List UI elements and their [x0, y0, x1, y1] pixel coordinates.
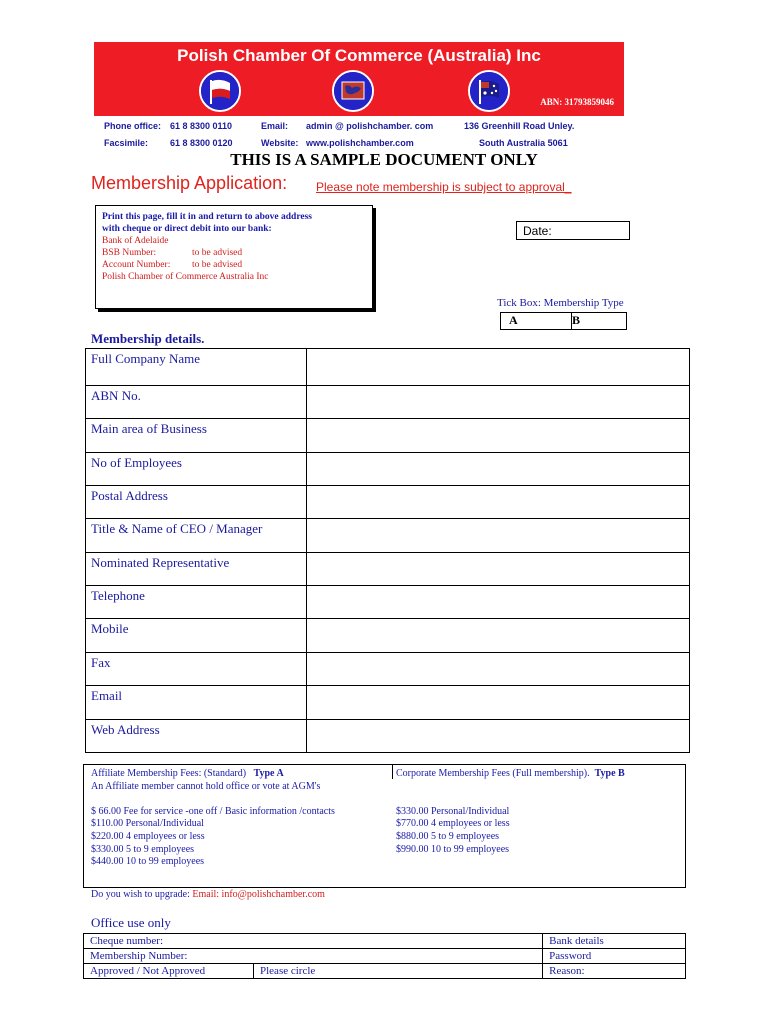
corporate-fee-list: [396, 806, 625, 856]
fax-value: 61 8 8300 0120: [170, 138, 233, 148]
affiliate-heading: Affiliate Membership Fees: (Standard): [91, 768, 247, 779]
date-field[interactable]: [516, 221, 630, 240]
details-row: [86, 386, 690, 419]
phone-value: 61 8 8300 0110: [170, 121, 233, 131]
details-row: [86, 519, 690, 553]
email-value[interactable]: admin @ polishchamber. com: [306, 121, 434, 131]
fee-item: $ 66.00 Fee for service -one off / Basic information /contacts: [91, 805, 335, 817]
details-row: [86, 486, 690, 519]
details-row-input[interactable]: [307, 453, 690, 486]
org-name: Polish Chamber Of Commerce (Australia) Inc: [177, 46, 541, 65]
website-label: Website:: [261, 138, 299, 148]
date-label: Date:: [523, 224, 552, 238]
details-row-input[interactable]: [307, 386, 690, 419]
corporate-type: Type B: [594, 768, 625, 779]
sample-notice: THIS IS A SAMPLE DOCUMENT ONLY: [230, 150, 538, 169]
details-row-label: Mobile: [86, 619, 307, 653]
type-b-option[interactable]: B: [572, 313, 581, 327]
details-row-label: ABN No.: [86, 386, 307, 419]
details-row-input[interactable]: [307, 619, 690, 653]
please-circle-label: Please circle: [254, 964, 543, 979]
details-row-input[interactable]: [307, 653, 690, 686]
details-row-input[interactable]: [307, 720, 690, 753]
header-banner: [94, 42, 624, 116]
abn-number: ABN: 31793859046: [540, 97, 614, 107]
membership-fees-box: [83, 764, 686, 888]
fee-item: $990.00 10 to 99 employees: [396, 843, 510, 855]
membership-details-table: [85, 348, 690, 753]
fees-divider: [392, 765, 393, 779]
office-row: [84, 934, 686, 949]
fee-item: $330.00 Personal/Individual: [396, 805, 510, 817]
application-title: Membership Application:: [91, 173, 288, 193]
details-row-input[interactable]: [307, 419, 690, 453]
website-value[interactable]: www.polishchamber.com: [306, 138, 414, 148]
fee-item: $440.00 10 to 99 employees: [91, 856, 205, 868]
details-row: [86, 720, 690, 753]
bank-instructions-box: [95, 205, 373, 309]
fee-item: $770.00 4 employees or less: [396, 818, 510, 830]
instructions-line1: Print this page, fill it in and return to above address: [102, 212, 312, 222]
details-row-label: Telephone: [86, 586, 307, 619]
details-row-label: Email: [86, 686, 307, 720]
account-label: Account Number:: [102, 260, 171, 270]
bsb-label: BSB Number:: [102, 248, 157, 258]
affiliate-note: An Affiliate member cannot hold office or vote at AGM's: [91, 780, 321, 792]
account-value: to be advised: [192, 260, 243, 270]
corporate-fees: [396, 768, 625, 856]
upgrade-line: [91, 889, 325, 900]
details-row: [86, 419, 690, 453]
details-row: [86, 586, 690, 619]
details-row: [86, 553, 690, 586]
affiliate-type: Type A: [253, 768, 284, 779]
cheque-number-field[interactable]: Cheque number:: [84, 934, 543, 949]
affiliate-fees: [91, 768, 335, 869]
details-row-label: Web Address: [86, 720, 307, 753]
account-row: [102, 259, 372, 271]
details-row-input[interactable]: [307, 686, 690, 720]
account-name: Polish Chamber of Commerce Australia Inc: [102, 272, 269, 282]
approval-field[interactable]: Approved / Not Approved: [84, 964, 254, 979]
fee-item: $220.00 4 employees or less: [91, 830, 205, 842]
approval-note: Please note membership is subject to approval_: [316, 180, 572, 194]
polish-flag-icon: [199, 70, 241, 112]
australian-flag-icon: [468, 70, 510, 112]
bsb-value: to be advised: [192, 248, 243, 258]
details-row: [86, 619, 690, 653]
office-use-table: [83, 933, 686, 979]
bsb-row: [102, 247, 372, 259]
bank-details-field[interactable]: Bank details: [543, 934, 686, 949]
membership-type-tickbox: [500, 312, 627, 330]
details-row: [86, 453, 690, 486]
details-row-input[interactable]: [307, 349, 690, 386]
upgrade-email[interactable]: Email: info@polishchamber.com: [192, 889, 325, 900]
fee-item: $330.00 5 to 9 employees: [91, 843, 195, 855]
details-row-label: No of Employees: [86, 453, 307, 486]
details-row: [86, 349, 690, 386]
details-row-input[interactable]: [307, 586, 690, 619]
details-row-input[interactable]: [307, 553, 690, 586]
email-label: Email:: [261, 121, 289, 131]
upgrade-question: Do you wish to upgrade:: [91, 889, 190, 900]
fax-label: Facsimile:: [104, 138, 149, 148]
reason-field[interactable]: Reason:: [543, 964, 686, 979]
instructions-line2: with cheque or direct debit into our bank:: [102, 224, 272, 234]
membership-number-field[interactable]: Membership Number:: [84, 949, 543, 964]
office-row: [84, 964, 686, 979]
details-row-label: Full Company Name: [86, 349, 307, 386]
affiliate-fee-list: [91, 806, 335, 869]
phone-label: Phone office:: [104, 121, 162, 131]
office-use-heading: Office use only: [91, 915, 171, 930]
corporate-heading: Corporate Membership Fees (Full membership).: [396, 768, 590, 779]
details-row-input[interactable]: [307, 486, 690, 519]
details-row-label: Postal Address: [86, 486, 307, 519]
office-row: [84, 949, 686, 964]
details-row-label: Nominated Representative: [86, 553, 307, 586]
details-row: [86, 686, 690, 720]
details-row-input[interactable]: [307, 519, 690, 553]
address-line1: 136 Greenhill Road Unley.: [464, 121, 575, 131]
globe-icon: [332, 70, 374, 112]
affiliate-heading-row: [91, 768, 335, 781]
address-line2: South Australia 5061: [479, 138, 568, 148]
membership-details-heading: Membership details.: [91, 331, 205, 346]
type-a-option[interactable]: A: [501, 313, 572, 329]
details-row-label: Main area of Business: [86, 419, 307, 453]
fee-item: $880.00 5 to 9 employees: [396, 830, 500, 842]
fee-item: $110.00 Personal/Individual: [91, 818, 204, 830]
bank-name: Bank of Adelaide: [102, 236, 169, 246]
details-row: [86, 653, 690, 686]
details-row-label: Fax: [86, 653, 307, 686]
corporate-heading-row: [396, 768, 625, 781]
details-row-label: Title & Name of CEO / Manager: [86, 519, 307, 553]
tick-box-label: Tick Box: Membership Type: [497, 297, 624, 309]
password-field[interactable]: Password: [543, 949, 686, 964]
